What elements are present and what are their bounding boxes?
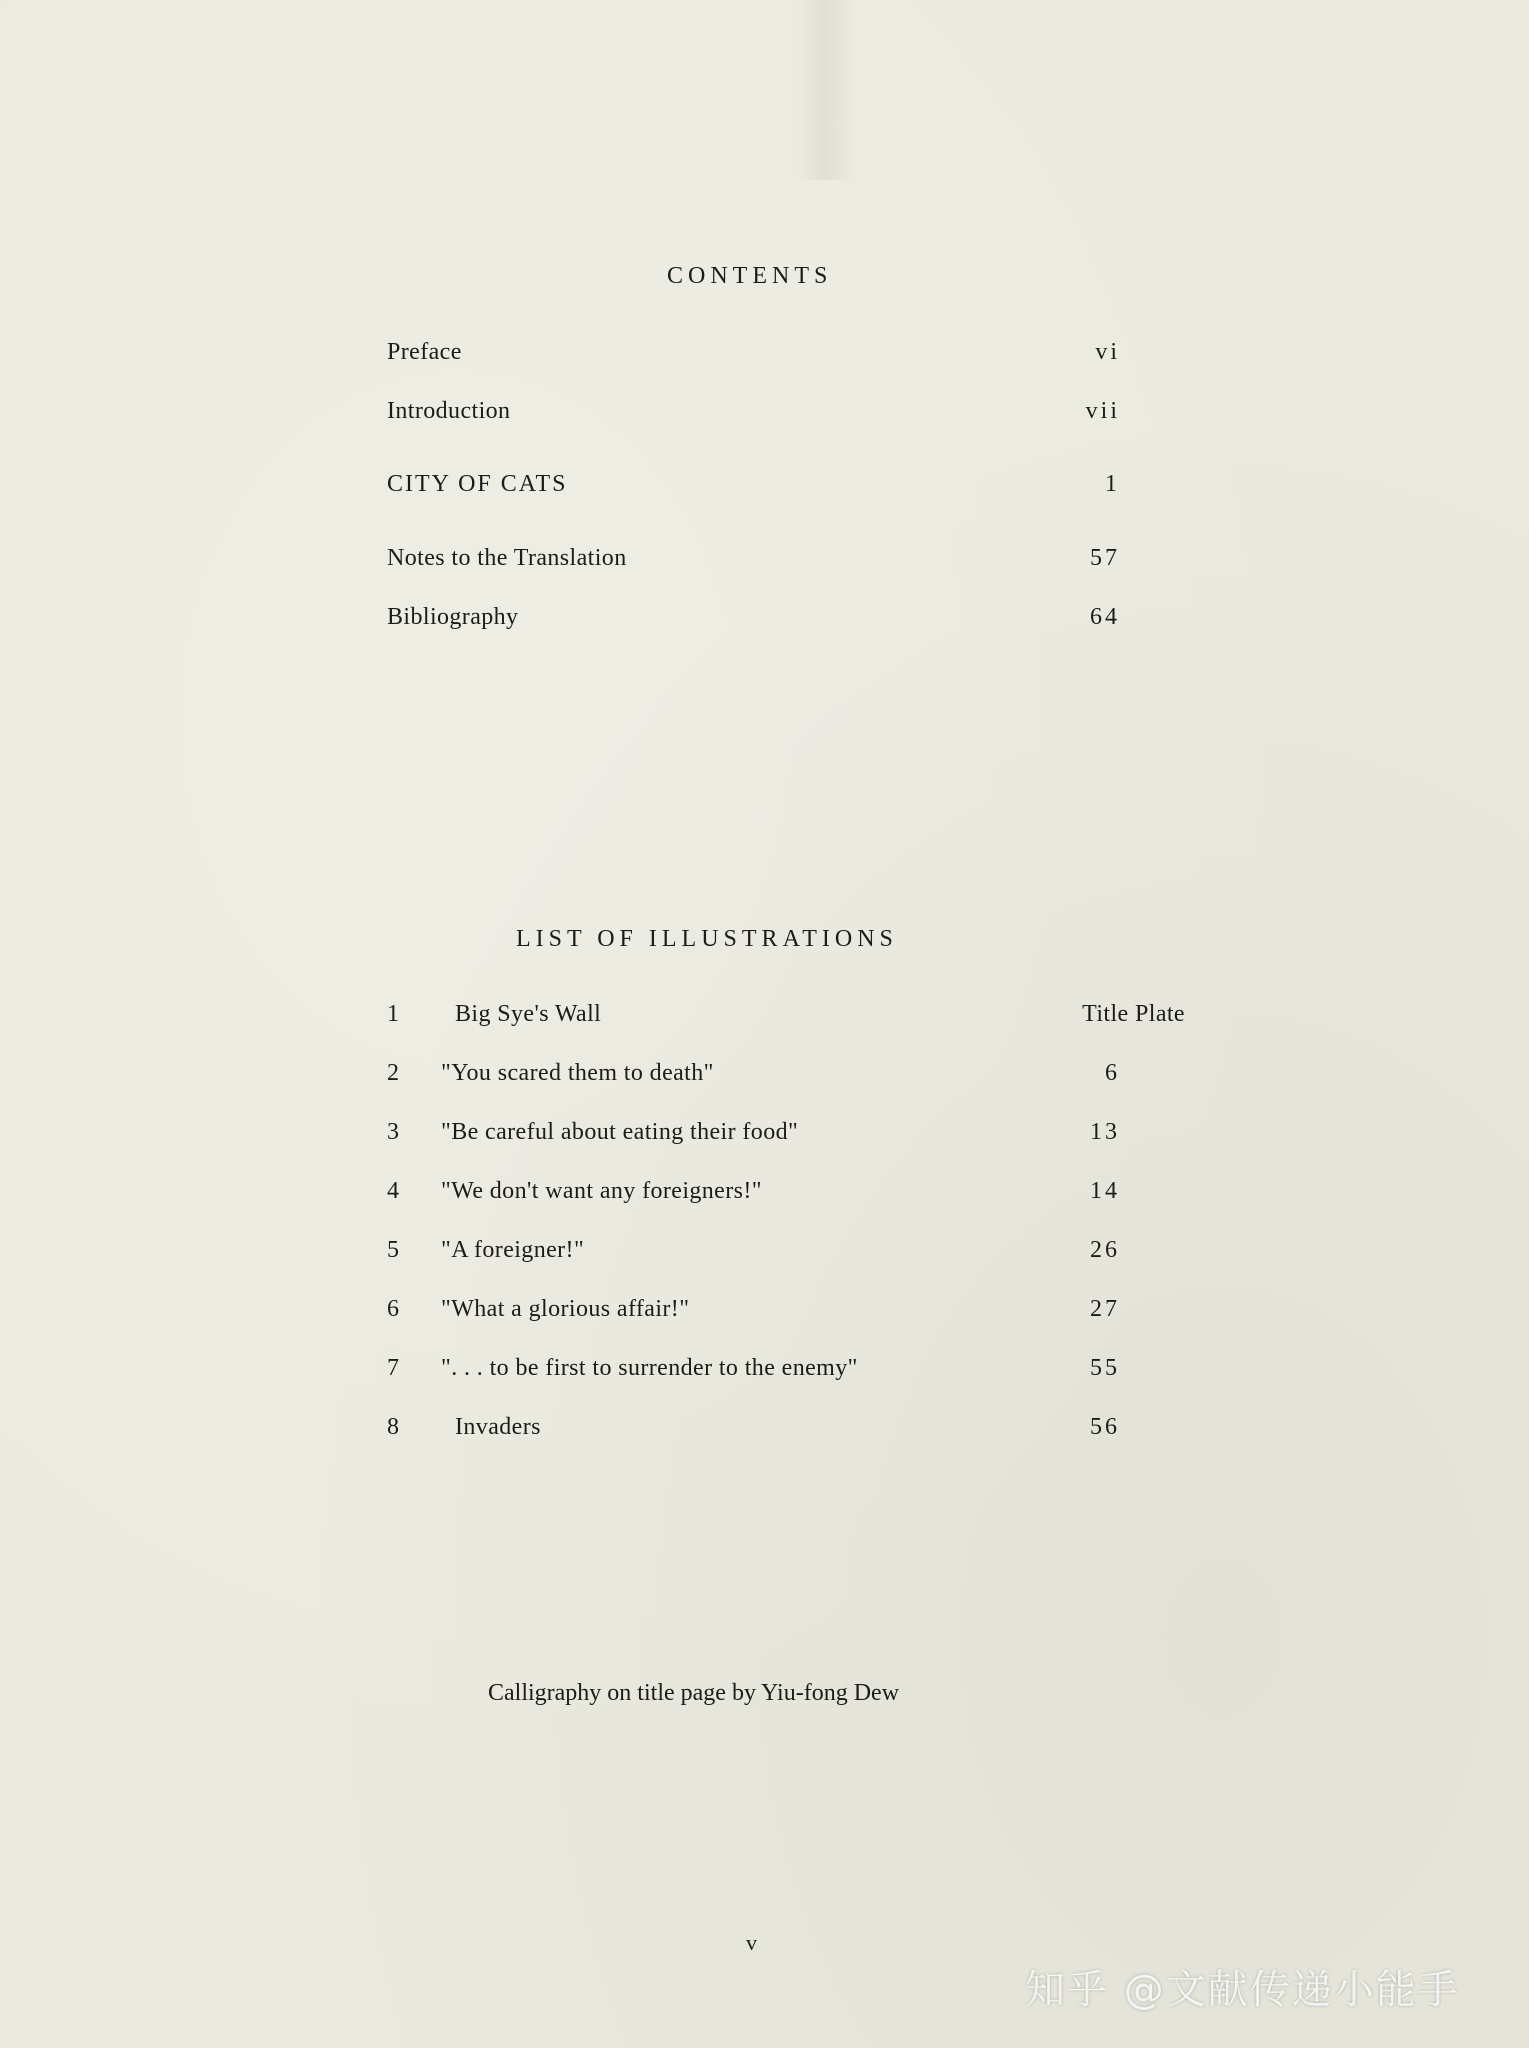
illustration-number: 6 — [387, 1296, 400, 1322]
illustration-number: 1 — [387, 1001, 400, 1027]
illustration-number: 8 — [387, 1414, 400, 1440]
illustration-page: 26 — [1090, 1237, 1120, 1263]
toc-entry-label: Introduction — [387, 398, 511, 424]
illustration-title: ". . . to be first to surrender to the enemy" — [441, 1355, 858, 1381]
illustration-number: 3 — [387, 1119, 400, 1145]
illustration-number: 7 — [387, 1355, 400, 1381]
toc-entry-label: Preface — [387, 339, 462, 365]
illustration-number: 2 — [387, 1060, 400, 1086]
illustration-page: 27 — [1090, 1296, 1120, 1322]
illustration-title: "Be careful about eating their food" — [441, 1119, 799, 1145]
illustration-page: 13 — [1090, 1119, 1120, 1145]
illustration-title: "What a glorious affair!" — [441, 1296, 690, 1322]
page-fold-shadow — [795, 0, 855, 180]
illustrations-heading: LIST OF ILLUSTRATIONS — [516, 926, 898, 952]
contents-heading: CONTENTS — [667, 263, 833, 289]
illustration-page: Title Plate — [1082, 1001, 1185, 1027]
illustration-page: 55 — [1090, 1355, 1120, 1381]
illustration-page: 56 — [1090, 1414, 1120, 1440]
illustration-title: "We don't want any foreigners!" — [441, 1178, 762, 1204]
source-watermark: 知乎 @文献传递小能手 — [1025, 1967, 1460, 2013]
toc-entry-page: 1 — [1105, 471, 1120, 497]
illustration-title: "A foreigner!" — [441, 1237, 585, 1263]
toc-entry-page: vii — [1085, 398, 1120, 424]
illustration-number: 4 — [387, 1178, 400, 1204]
calligraphy-credit: Calligraphy on title page by Yiu-fong Dew — [488, 1680, 900, 1706]
illustration-page: 6 — [1105, 1060, 1120, 1086]
illustration-number: 5 — [387, 1237, 400, 1263]
toc-entry-label: Notes to the Translation — [387, 545, 627, 571]
illustration-title: "You scared them to death" — [441, 1060, 714, 1086]
illustration-title: Invaders — [455, 1414, 541, 1440]
toc-entry-label: CITY OF CATS — [387, 471, 568, 497]
illustration-page: 14 — [1090, 1178, 1120, 1204]
illustration-title: Big Sye's Wall — [455, 1001, 602, 1027]
toc-entry-label: Bibliography — [387, 604, 519, 630]
toc-entry-page: vi — [1095, 339, 1120, 365]
toc-entry-page: 57 — [1090, 545, 1120, 571]
toc-entry-page: 64 — [1090, 604, 1120, 630]
page-number: v — [746, 1930, 757, 1955]
